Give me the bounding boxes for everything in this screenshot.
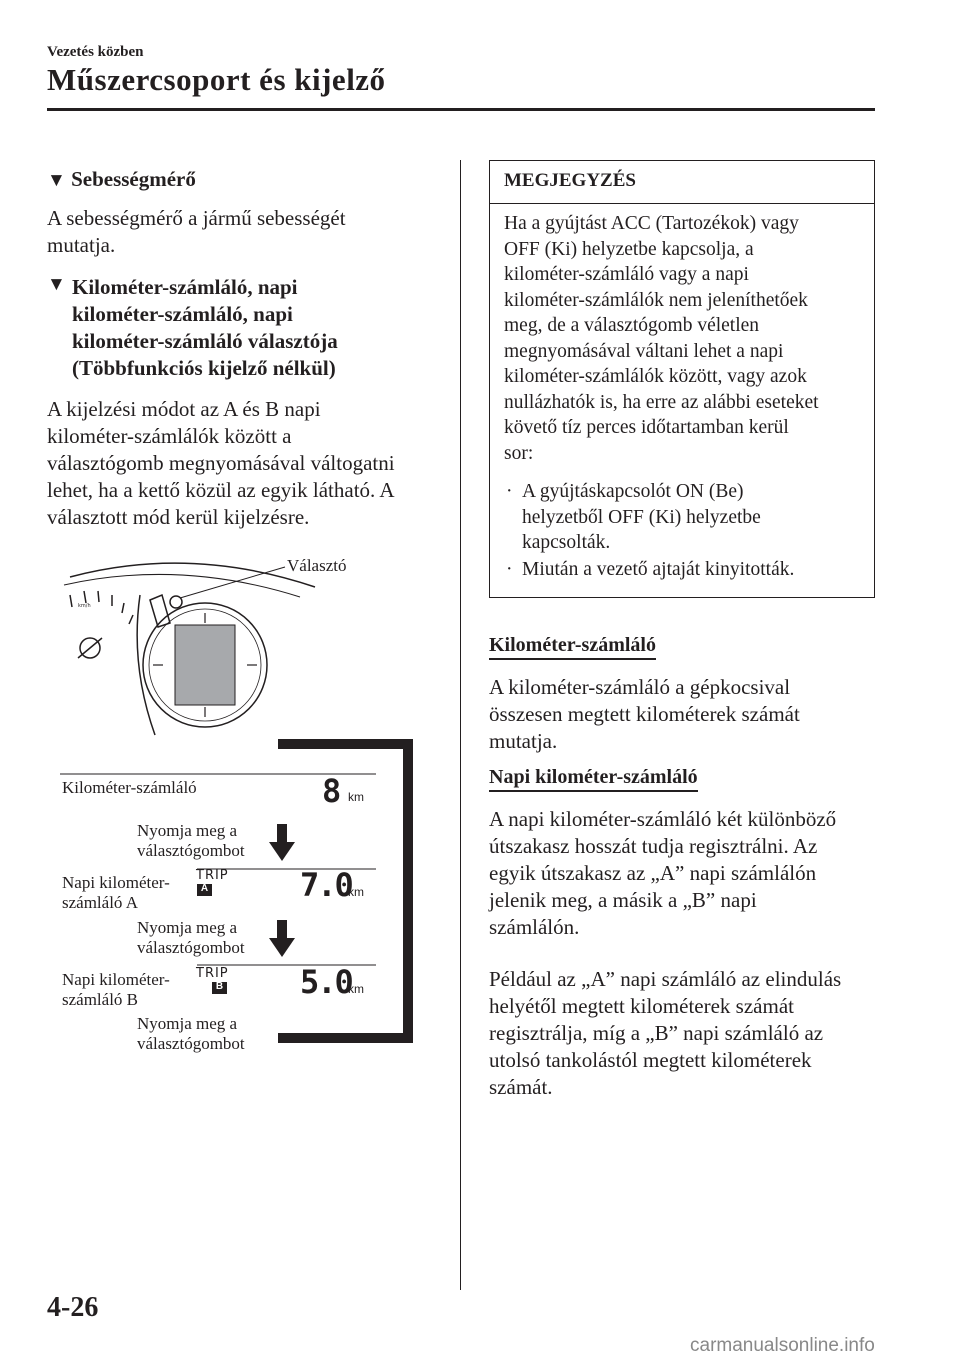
svg-text:km/h: km/h [78, 603, 91, 609]
odometer-heading-wrap [489, 634, 656, 657]
trip-a-unit: km [348, 885, 364, 899]
odometer-heading: Kilométer-számláló [489, 634, 656, 660]
odometer-text: A kilométer-számláló a gépkocsival összesen megtett kilométerek számát mutatja. [489, 675, 800, 753]
press-selector-label-2: Nyomja meg a választógombot [137, 918, 245, 957]
odometer-selector-text: A kijelzési módot az A és B napi kilométer-számlálók között a választógomb megnyomásával váltogatni lehet, ha a kettő közül az egyik látható. A választott mód kerül kijelzésre. [47, 397, 395, 529]
trip-a-badge: A [200, 883, 209, 894]
trip-b-value: 5.0 [300, 963, 352, 1001]
trip-heading: Napi kilométer-számláló [489, 766, 698, 792]
trip-heading-wrap [489, 766, 698, 789]
trip-b-diagram-label: Napi kilométer- számláló B [62, 970, 170, 1009]
page-title: Műszercsoport és kijelző [47, 62, 386, 97]
trip-a-value: 7.0 [300, 866, 352, 904]
note-text: Ha a gyújtást ACC (Tartozékok) vagy OFF (Ki) helyzetbe kapcsolja, a kilométer-számláló vagy a napi kilométer-számlálók nem jeleníthetőek meg, de a választógomb véletlen megnyomásával váltani lehet a napi kilométer-számlálók között, vagy azok nullázhatók is, ha erre az alábbi eseteket követő tíz perces időtartamban kerül sor: [504, 213, 819, 464]
note-bullet-2: · Miután a vezető ajtaját kinyitották. [506, 557, 794, 583]
note-bullet-1: · A gyújtáskapcsolót ON (Be) helyzetből OFF (Ki) helyzetbe kapcsolták. [506, 481, 761, 553]
bullet-dot-icon: · [506, 559, 513, 580]
odometer-diagram-label: Kilométer-számláló [62, 778, 197, 797]
column-divider [460, 160, 461, 1290]
note-box [489, 160, 875, 598]
press-selector-label-3: Nyomja meg a választógombot [137, 1014, 245, 1053]
page-number: 4-26 [47, 1292, 99, 1323]
odometer-selector-heading: Kilométer-számláló, napi kilométer-számláló, napi kilométer-számláló választója (Többfunkciós kijelző nélkül) [72, 275, 338, 380]
trip-text-example: Például az „A” napi számláló az elindulás helyétől megtett kilométerek számát regisztrálja, míg a „B” napi számláló az utolsó tankolástól megtett kilométerek számát. [489, 967, 842, 1099]
down-arrow-icon [269, 824, 295, 957]
trip-b-badge: B [215, 981, 224, 992]
header-rule [47, 108, 875, 111]
trip-b-text: TRIP [196, 966, 229, 981]
speedometer-heading: ▼ Sebességmérő [47, 167, 196, 191]
odometer-value: 8 [322, 772, 342, 810]
press-selector-label-1: Nyomja meg a választógombot [137, 821, 245, 860]
warning-lamp-icon [78, 638, 102, 658]
trip-b-unit: km [348, 982, 364, 996]
triangle-bullet-icon: ▼ [47, 274, 66, 295]
trip-a-text: TRIP [196, 868, 229, 883]
section-label: Vezetés közben [47, 44, 144, 60]
watermark: carmanualsonline.info [690, 1335, 875, 1356]
note-header [490, 161, 874, 204]
bullet-dot-icon: · [506, 481, 513, 502]
note-title: MEGJEGYZÉS [504, 170, 636, 191]
triangle-bullet-icon: ▼ [47, 170, 66, 191]
speedometer-text: A sebességmérő a jármű sebességét mutatja. [47, 206, 346, 257]
trip-a-diagram-label: Napi kilométer- számláló A [62, 873, 170, 912]
odometer-unit: km [348, 790, 364, 804]
odometer-selector-heading-icon [47, 274, 66, 296]
trip-text: A napi kilométer-számláló két különböző útszakasz hosszát tudja regisztrálni. Az egyik útszakasz az „A” napi számlálón jelenik meg, a másik a „B” napi számlálón. [489, 807, 837, 939]
instrument-cluster-diagram [60, 545, 420, 745]
selector-label: Választó [287, 556, 347, 575]
